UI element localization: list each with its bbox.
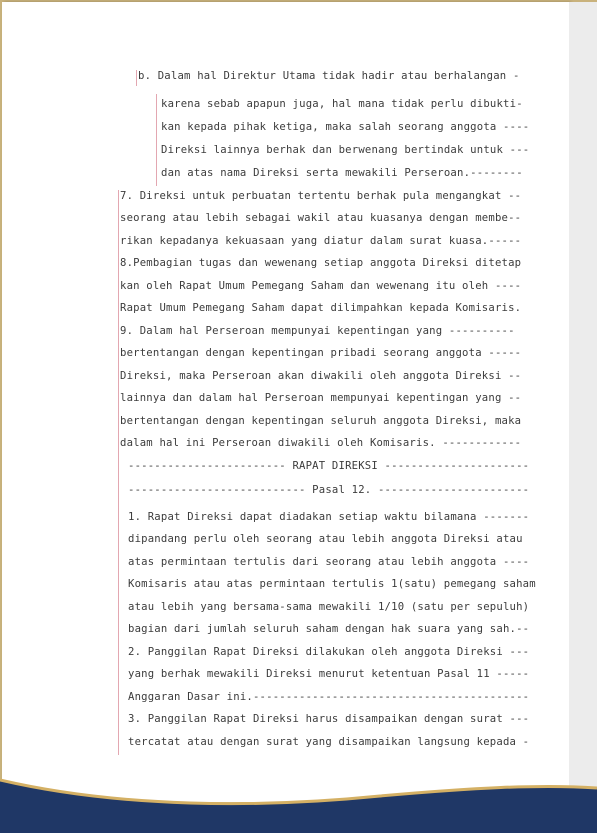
- margin-line-main: [118, 190, 119, 755]
- text-line: 1. Rapat Direksi dapat diadakan setiap waktu bilamana -------: [128, 511, 530, 523]
- margin-line-upper: [136, 70, 137, 86]
- text-line: tercatat atau dengan surat yang disampaikan langsung kepada -: [128, 736, 530, 748]
- text-line: dalam hal ini Perseroan diwakili oleh Komisaris. ------------: [120, 437, 522, 449]
- margin-line-indent: [156, 94, 157, 186]
- text-line: Komisaris atau atas permintaan tertulis 1(satu) pemegang saham: [128, 578, 536, 590]
- article-heading: --------------------------- Pasal 12. -----------------------: [128, 484, 530, 496]
- text-line: seorang atau lebih sebagai wakil atau kuasanya dengan membe--: [120, 212, 522, 224]
- text-line: rikan kepadanya kekuasaan yang diatur dalam surat kuasa.-----: [120, 235, 522, 247]
- text-line: bertentangan dengan kepentingan pribadi seorang anggota -----: [120, 347, 522, 359]
- text-line: bertentangan dengan kepentingan seluruh anggota Direksi, maka: [120, 415, 522, 427]
- text-line: karena sebab apapun juga, hal mana tidak perlu dibukti-: [161, 98, 523, 110]
- text-line: kan kepada pihak ketiga, maka salah seorang anggota ----: [161, 121, 530, 133]
- text-line: 2. Panggilan Rapat Direksi dilakukan oleh anggota Direksi ---: [128, 646, 530, 658]
- text-line: lainnya dan dalam hal Perseroan mempunyai kepentingan yang --: [120, 392, 522, 404]
- text-line: Direksi lainnya berhak dan berwenang bertindak untuk ---: [161, 144, 530, 156]
- text-line: Direksi, maka Perseroan akan diwakili oleh anggota Direksi --: [120, 370, 522, 382]
- text-line: 7. Direksi untuk perbuatan tertentu berhak pula mengangkat --: [120, 190, 522, 202]
- text-line: 8.Pembagian tugas dan wewenang setiap anggota Direksi ditetap: [120, 257, 522, 269]
- text-line: 3. Panggilan Rapat Direksi harus disampaikan dengan surat ---: [128, 713, 530, 725]
- footer-wave-decoration: [0, 760, 597, 833]
- text-line: Rapat Umum Pemegang Saham dapat dilimpahkan kepada Komisaris.: [120, 302, 522, 314]
- text-line: b. Dalam hal Direktur Utama tidak hadir atau berhalangan -: [138, 70, 520, 82]
- text-line: kan oleh Rapat Umum Pemegang Saham dan wewenang itu oleh ----: [120, 280, 522, 292]
- section-heading: ------------------------ RAPAT DIREKSI ----------------------: [128, 460, 530, 472]
- text-line: dipandang perlu oleh seorang atau lebih anggota Direksi atau: [128, 533, 523, 545]
- page-gutter: [569, 2, 597, 802]
- text-line: atas permintaan tertulis dari seorang atau lebih anggota ----: [128, 556, 530, 568]
- text-line: Anggaran Dasar ini.------------------------------------------: [128, 691, 530, 703]
- text-line: atau lebih yang bersama-sama mewakili 1/10 (satu per sepuluh): [128, 601, 530, 613]
- text-line: bagian dari jumlah seluruh saham dengan hak suara yang sah.--: [128, 623, 530, 635]
- text-line: yang berhak mewakili Direksi menurut ketentuan Pasal 11 -----: [128, 668, 530, 680]
- text-line: dan atas nama Direksi serta mewakili Perseroan.--------: [161, 167, 523, 179]
- text-line: 9. Dalam hal Perseroan mempunyai kepentingan yang ----------: [120, 325, 515, 337]
